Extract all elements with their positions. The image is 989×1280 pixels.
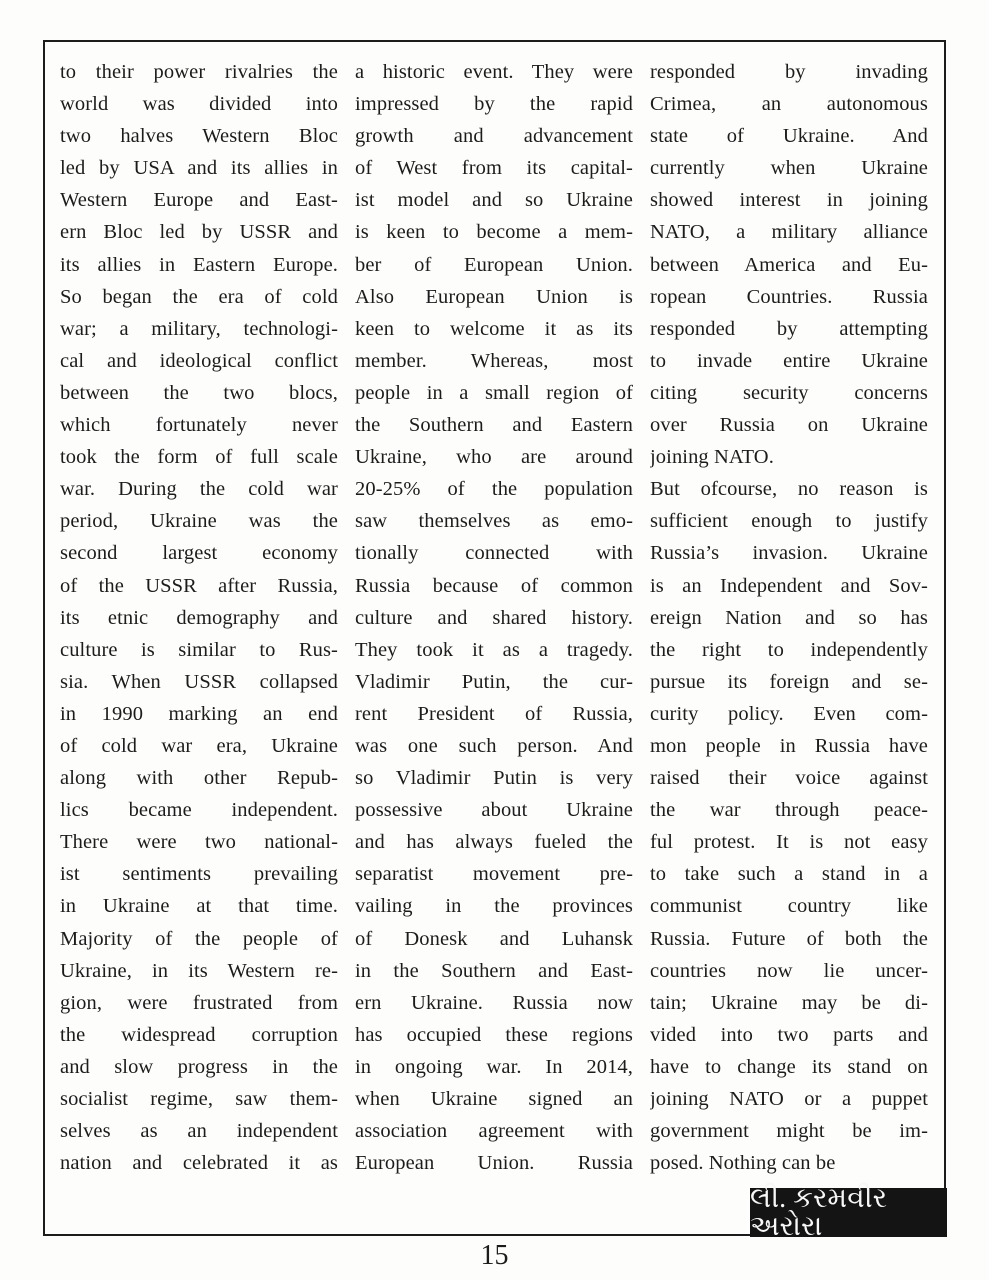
text-line: sia. When USSR collapsed	[60, 670, 338, 693]
text-line: to take such a stand in a	[650, 863, 928, 886]
text-line: two halves Western Bloc	[60, 125, 338, 148]
text-line: tionally connected with	[355, 542, 633, 565]
text-line: ful protest. It is not easy	[650, 831, 928, 854]
text-line: ist sentiments prevailing	[60, 863, 338, 886]
text-line: So began the era of cold	[60, 285, 338, 308]
text-line: sufficient enough to justify	[650, 510, 928, 533]
text-line: war; a military, technologi-	[60, 317, 338, 340]
text-line: mon people in Russia have	[650, 734, 928, 757]
text-line: its allies in Eastern Europe.	[60, 253, 338, 276]
text-line: world was divided into	[60, 93, 338, 116]
text-line: Crimea, an autonomous	[650, 93, 928, 116]
text-line: separatist movement pre-	[355, 863, 633, 886]
author-signature-badge: લી. કરમવીર અરોરા	[750, 1188, 947, 1237]
text-line: is an Independent and Sov-	[650, 574, 928, 597]
text-line: of West from its capital-	[355, 157, 633, 180]
text-line: member. Whereas, most	[355, 349, 633, 372]
text-line: second largest economy	[60, 542, 338, 565]
page-number: 15	[480, 1240, 509, 1271]
text-line: state of Ukraine. And	[650, 125, 928, 148]
text-line: raised their voice against	[650, 767, 928, 790]
text-line: took the form of full scale	[60, 446, 338, 469]
text-line: saw themselves as emo-	[355, 510, 633, 533]
text-line: is keen to become a mem-	[355, 221, 633, 244]
text-line: a historic event. They were	[355, 61, 633, 83]
text-line: culture is similar to Rus-	[60, 638, 338, 661]
text-line: has occupied these regions	[355, 1023, 633, 1046]
text-column-2	[355, 56, 633, 1179]
text-line: pursue its foreign and se-	[650, 670, 928, 693]
text-line: in 1990 marking an end	[60, 702, 338, 725]
text-line: There were two national-	[60, 831, 338, 854]
text-line: association agreement with	[355, 1120, 633, 1143]
text-line: vailing in the provinces	[355, 895, 633, 918]
text-line: ern Ukraine. Russia now	[355, 991, 633, 1014]
text-line: over Russia on Ukraine	[650, 414, 928, 437]
text-line: showed interest in joining	[650, 189, 928, 212]
text-line: in the Southern and East-	[355, 959, 633, 982]
text-line: communist country like	[650, 895, 928, 918]
text-line: possessive about Ukraine	[355, 799, 633, 822]
text-line: so Vladimir Putin is very	[355, 767, 633, 790]
text-line: responded by invading	[650, 61, 928, 83]
text-line: Russia’s invasion. Ukraine	[650, 542, 928, 565]
text-line: curity policy. Even com-	[650, 702, 928, 725]
text-line: led by USA and its allies in	[60, 157, 338, 180]
text-line: its etnic demography and	[60, 606, 338, 629]
article-text	[60, 56, 935, 1179]
text-line: to invade entire Ukraine	[650, 349, 928, 372]
text-line: rent President of Russia,	[355, 702, 633, 725]
text-line: socialist regime, saw them-	[60, 1088, 338, 1110]
text-line: Ukraine, who are around	[355, 446, 633, 469]
text-line: posed. Nothing can be	[650, 1152, 836, 1175]
text-line: period, Ukraine was the	[60, 510, 338, 533]
text-column-3	[650, 56, 928, 1179]
text-line: ern Bloc led by USSR and	[60, 221, 338, 244]
text-line: Western Europe and East-	[60, 189, 338, 212]
text-line: Majority of the people of	[60, 927, 338, 950]
text-line: and has always fueled the	[355, 831, 633, 854]
text-line: responded by attempting	[650, 317, 928, 340]
page-border-frame	[43, 40, 946, 1242]
text-line: have to change its stand on	[650, 1055, 928, 1078]
text-line: was one such person. And	[355, 734, 633, 757]
text-line: growth and advancement	[355, 125, 633, 148]
text-line: in Ukraine at that time.	[60, 895, 338, 918]
text-line: the right to independently	[650, 638, 928, 661]
text-line: which fortunately never	[60, 414, 338, 437]
text-line: war. During the cold war	[60, 478, 338, 501]
text-line: Ukraine, in its Western re-	[60, 959, 338, 982]
text-line: selves as an independent	[60, 1120, 338, 1143]
text-line: and slow progress in the	[60, 1055, 338, 1078]
text-line: ropean Countries. Russia	[650, 285, 928, 308]
text-line: Russia because of common	[355, 574, 633, 597]
text-line: keen to welcome it as its	[355, 317, 633, 340]
text-line: people in a small region of	[355, 381, 633, 404]
text-line: lics became independent.	[60, 799, 338, 822]
text-line: in ongoing war. In 2014,	[355, 1055, 633, 1078]
text-line: 20-25% of the population	[355, 478, 633, 501]
text-line: ist model and so Ukraine	[355, 189, 633, 212]
text-line: joining NATO or a puppet	[650, 1088, 928, 1110]
text-line: They took it as a tragedy.	[355, 638, 633, 661]
text-line: impressed by the rapid	[355, 93, 633, 116]
text-line: European Union. Russia	[355, 1152, 633, 1175]
text-line: of the USSR after Russia,	[60, 574, 338, 597]
text-line: joining NATO.	[650, 446, 774, 469]
text-line: culture and shared history.	[355, 606, 633, 629]
text-line: to their power rivalries the	[60, 61, 338, 83]
text-line: citing security concerns	[650, 381, 928, 404]
text-line: Russia. Future of both the	[650, 927, 928, 950]
text-line: ber of European Union.	[355, 253, 633, 276]
text-column-1	[60, 56, 338, 1179]
text-line: of Donesk and Luhansk	[355, 927, 633, 950]
text-line: vided into two parts and	[650, 1023, 928, 1046]
text-line: of cold war era, Ukraine	[60, 734, 338, 757]
text-line: countries now lie uncer-	[650, 959, 928, 982]
text-line: the war through peace-	[650, 799, 928, 822]
text-line: government might be im-	[650, 1120, 928, 1143]
text-line: But ofcourse, no reason is	[650, 478, 928, 501]
text-line: when Ukraine signed an	[355, 1088, 633, 1110]
text-line: the Southern and Eastern	[355, 414, 633, 437]
text-line: gion, were frustrated from	[60, 991, 338, 1014]
text-line: along with other Repub-	[60, 767, 338, 790]
text-line: NATO, a military alliance	[650, 221, 928, 244]
text-line: between America and Eu-	[650, 253, 928, 276]
text-line: Vladimir Putin, the cur-	[355, 670, 633, 693]
text-line: cal and ideological conflict	[60, 349, 338, 372]
text-line: nation and celebrated it as	[60, 1152, 338, 1175]
text-line: between the two blocs,	[60, 381, 338, 404]
text-line: tain; Ukraine may be di-	[650, 991, 928, 1014]
text-line: currently when Ukraine	[650, 157, 928, 180]
text-line: Also European Union is	[355, 285, 633, 308]
text-line: ereign Nation and so has	[650, 606, 928, 629]
text-line: the widespread corruption	[60, 1023, 338, 1046]
